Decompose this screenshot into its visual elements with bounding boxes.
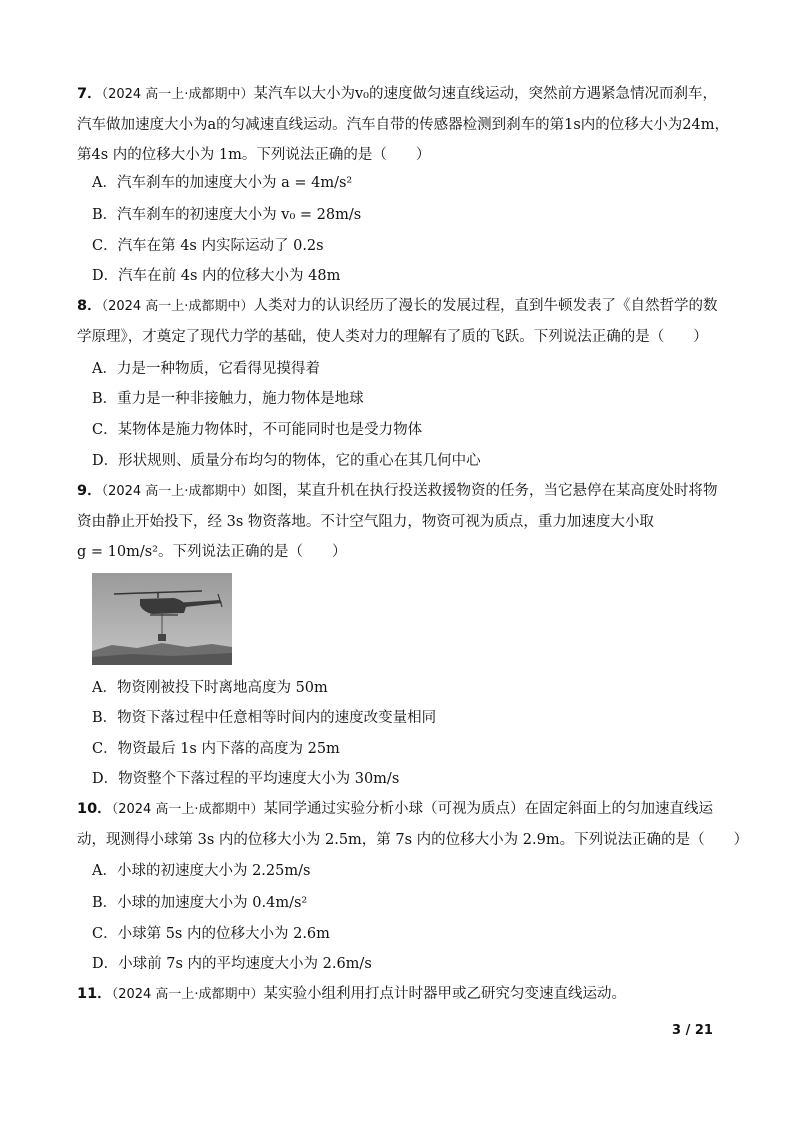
- question-10-option-d: D．小球前 7s 内的平均速度大小为 2.6m/s: [92, 956, 372, 972]
- question-9-option-b: B．物资下落过程中任意相等时间内的速度改变量相同: [92, 710, 437, 726]
- question-8-line-1: [77, 291, 719, 322]
- question-10-number: 10．: [77, 801, 112, 817]
- question-7-line-3: 第4s 内的位移大小为 1m。下列说法正确的是（ ）: [77, 147, 431, 163]
- question-7-option-a: A．汽车刹车的加速度大小为 a = 4m/s²: [92, 175, 353, 191]
- question-8-option-a: A．力是一种物质，它看得见摸得着: [92, 361, 320, 377]
- question-9-source-tag: （2024 高一上·成都期中）: [101, 484, 254, 499]
- question-8-option-c: C．某物体是施力物体时，不可能同时也是受力物体: [92, 422, 423, 438]
- question-9-text-1: 如图，某直升机在执行投送救援物资的任务，当它悬停在某高度处时将物: [253, 483, 718, 499]
- question-10-option-b: B．小球的加速度大小为 0.4m/s²: [92, 895, 308, 911]
- question-8-number: 8．: [77, 298, 102, 314]
- question-7-option-b: B．汽车刹车的初速度大小为 v₀ = 28m/s: [92, 207, 362, 223]
- question-11-stem: [77, 979, 719, 1010]
- question-9-option-c: C．物资最后 1s 内下落的高度为 25m: [92, 741, 340, 757]
- question-10-stem: [77, 794, 749, 855]
- question-9-line-1: [77, 476, 719, 507]
- question-8-source-tag: （2024 高一上·成都期中）: [101, 299, 254, 314]
- question-10-source-tag: （2024 高一上·成都期中）: [111, 802, 264, 817]
- question-8-line-2: 学原理》，才奠定了现代力学的基础，使人类对力的理解有了质的飞跃。下列说法正确的是（ ）: [77, 329, 708, 345]
- question-8-text-1: 人类对力的认识经历了漫长的发展过程，直到牛顿发表了《自然哲学的数: [253, 298, 718, 314]
- question-9-number: 9．: [77, 483, 102, 499]
- question-11-line-1: [77, 979, 719, 1010]
- page-number: 3 / 21: [672, 1023, 713, 1038]
- helicopter-image: [92, 573, 232, 665]
- question-10-text-1: 某同学通过实验分析小球（可视为质点）在固定斜面上的匀加速直线运: [263, 801, 714, 817]
- question-8-option-d: D．形状规则、质量分布均匀的物体，它的重心在其几何中心: [92, 453, 481, 469]
- question-9-line-3: g = 10m/s²。下列说法正确的是（ ）: [77, 544, 347, 560]
- helicopter-photo: [92, 573, 232, 665]
- question-10-option-a: A．小球的初速度大小为 2.25m/s: [92, 863, 311, 879]
- question-11-number: 11．: [77, 986, 112, 1002]
- question-8-stem: [77, 291, 719, 352]
- question-9-option-d: D．物资整个下落过程的平均速度大小为 30m/s: [92, 771, 400, 787]
- question-9-option-a: A．物资刚被投下时离地高度为 50m: [92, 680, 328, 696]
- question-11-text-1: 某实验小组利用打点计时器甲或乙研究匀变速直线运动。: [263, 986, 627, 1002]
- question-7-option-d: D．汽车在前 4s 内的位移大小为 48m: [92, 268, 341, 284]
- question-7-option-c: C．汽车在第 4s 内实际运动了 0.2s: [92, 238, 324, 254]
- question-10-option-c: C．小球第 5s 内的位移大小为 2.6m: [92, 926, 330, 942]
- question-11-source-tag: （2024 高一上·成都期中）: [111, 987, 264, 1002]
- question-10-line-1: [77, 794, 719, 825]
- question-8-option-b: B．重力是一种非接触力，施力物体是地球: [92, 391, 364, 407]
- question-10-line-2: 动，现测得小球第 3s 内的位移大小为 2.5m，第 7s 内的位移大小为 2.9m。下列说法正确的是（ ）: [77, 832, 749, 848]
- question-7-number: 7．: [77, 86, 102, 102]
- question-7-line-2: 汽车做加速度大小为a的匀减速直线运动。汽车自带的传感器检测到刹车的第1s内的位移大小为24m，: [77, 117, 730, 133]
- question-7-text-1: 某汽车以大小为v₀的速度做匀速直线运动，突然前方遇紧急情况而刹车，: [253, 86, 717, 102]
- question-9-stem: [77, 476, 719, 567]
- question-7-line-1: [77, 79, 719, 110]
- question-7-source-tag: （2024 高一上·成都期中）: [101, 87, 254, 102]
- question-7-stem: [77, 79, 730, 170]
- question-9-line-2: 资由静止开始投下，经 3s 物资落地。不计空气阻力，物资可视为质点，重力加速度大小取: [77, 514, 654, 530]
